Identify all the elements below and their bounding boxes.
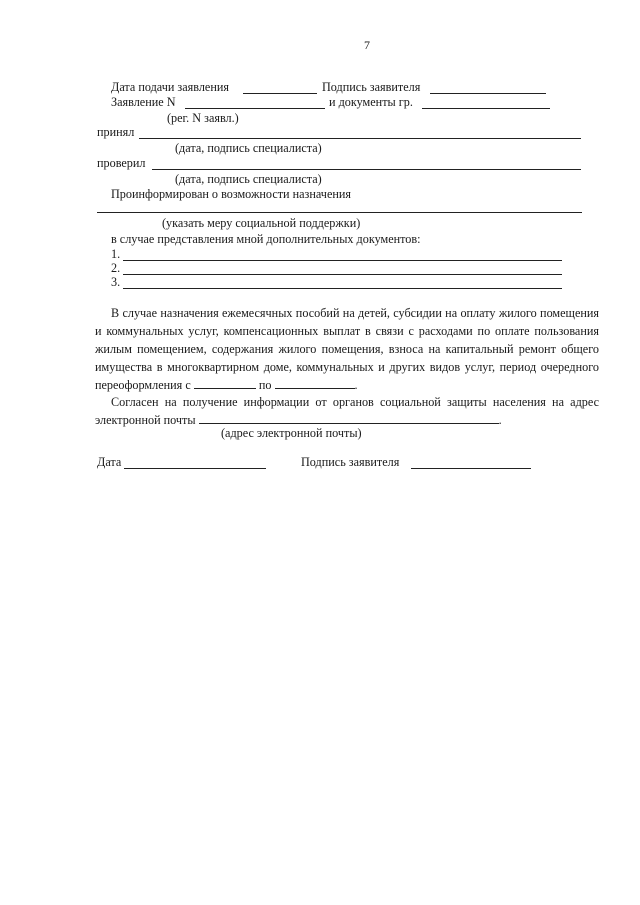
checked-label: проверил: [97, 156, 146, 170]
applicant-signature-label: Подпись заявителя: [322, 80, 421, 94]
reregistration-from-field[interactable]: [194, 377, 256, 389]
submit-date-field[interactable]: [243, 93, 317, 94]
additional-doc-1-field[interactable]: [123, 260, 562, 261]
additional-doc-3-label: 3.: [111, 275, 121, 289]
footer-signature-field[interactable]: [411, 468, 531, 469]
consent-text: Согласен на получение информации от органов социальной защиты населения на адрес электронной почты: [95, 395, 599, 427]
checked-hint: (дата, подпись специалиста): [175, 172, 322, 186]
page-number: 7: [364, 38, 370, 52]
reregistration-to-label: по: [258, 378, 272, 392]
received-field[interactable]: [139, 138, 581, 139]
documents-citizen-field[interactable]: [422, 108, 550, 109]
support-measure-hint: (указать меру социальной поддержки): [162, 216, 361, 230]
reregistration-end: .: [354, 378, 358, 392]
reregistration-to-field[interactable]: [275, 377, 355, 389]
received-label: принял: [97, 125, 135, 139]
reregistration-text: В случае назначения ежемесячных пособий на детей, субсидии на оплату жилого помещения и коммунальных услуг, компенсационных выплат в связи с расходами по оплате пользования жилым помещением, содержания жилого помещения, взноса на капитальный ремонт общего имущества в многоквартирном доме, коммунальных и других видов услуг, период очередного переоформления с: [95, 306, 599, 392]
additional-doc-2-field[interactable]: [123, 274, 562, 275]
support-measure-field[interactable]: [97, 212, 582, 213]
checked-field[interactable]: [152, 169, 581, 170]
footer-signature-label: Подпись заявителя: [301, 455, 400, 469]
footer-date-field[interactable]: [124, 468, 266, 469]
submit-date-label: Дата подачи заявления: [111, 80, 229, 94]
received-hint: (дата, подпись специалиста): [175, 141, 322, 155]
footer-date-label: Дата: [97, 455, 122, 469]
email-field[interactable]: [199, 412, 499, 424]
additional-doc-3-field[interactable]: [123, 288, 562, 289]
additional-doc-1-label: 1.: [111, 247, 121, 261]
additional-docs-label: в случае представления мной дополнительных документов:: [111, 232, 421, 246]
reg-no-hint: (рег. N заявл.): [167, 111, 239, 125]
consent-end: .: [498, 413, 502, 427]
consent-paragraph: [95, 393, 599, 429]
informed-label: Проинформирован о возможности назначения: [111, 187, 351, 201]
applicant-signature-field[interactable]: [430, 93, 546, 94]
documents-label: и документы гр.: [329, 95, 413, 109]
reregistration-paragraph: [95, 304, 599, 394]
email-hint: (адрес электронной почты): [221, 426, 362, 440]
application-no-field[interactable]: [185, 108, 325, 109]
application-no-label: Заявление N: [111, 95, 176, 109]
additional-doc-2-label: 2.: [111, 261, 121, 275]
